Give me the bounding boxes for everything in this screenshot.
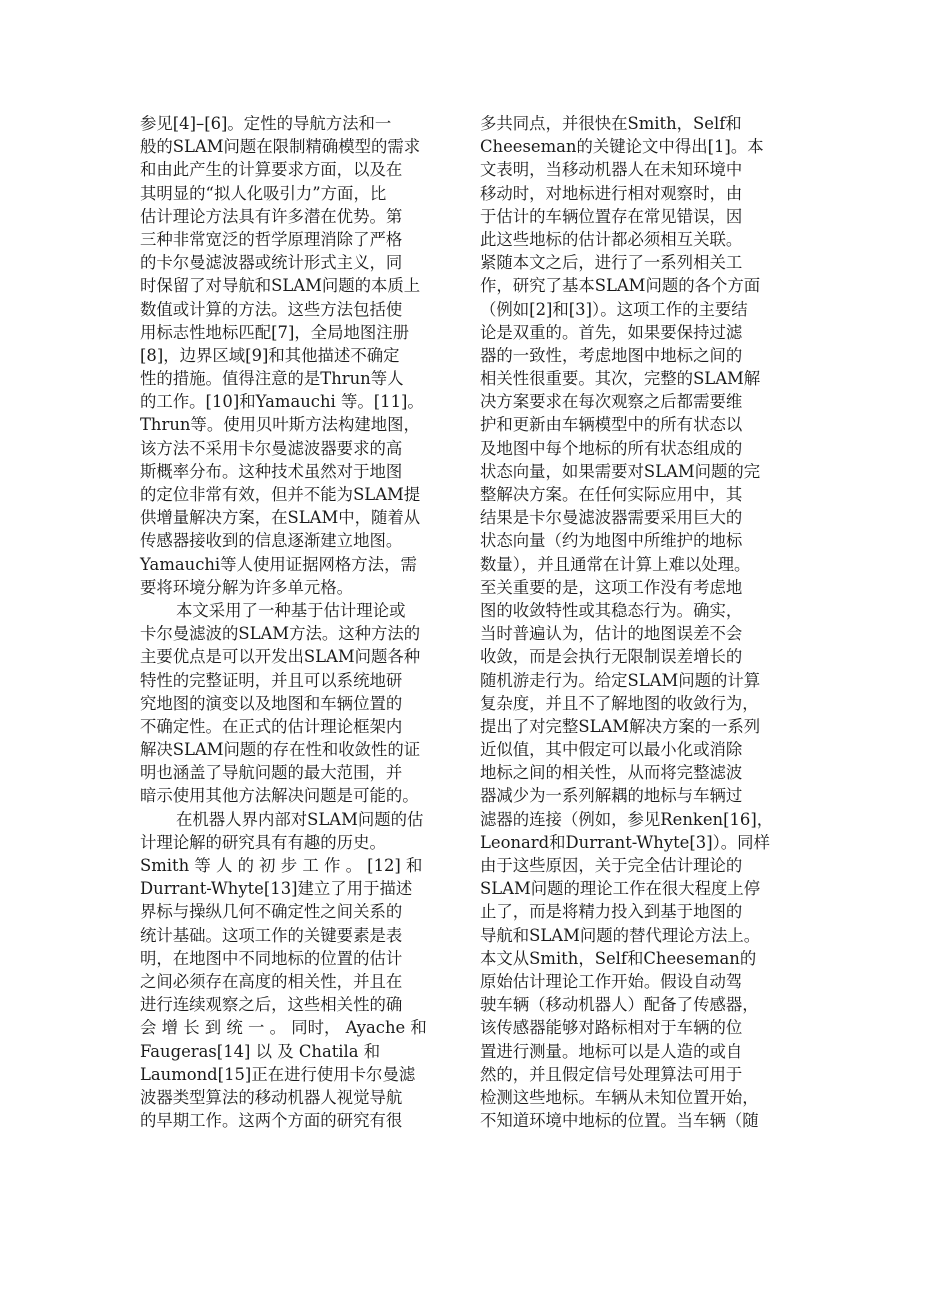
text-line: 要将环境分解为许多单元格。 (140, 577, 354, 597)
text-line: 性的措施。值得注意的是Thrun等人 (140, 369, 404, 389)
text-line: 器的一致性，考虑地图中地标之间的 (480, 345, 743, 365)
text-line: 参见[4]–[6]。定性的导航方法和一 (140, 114, 392, 133)
text-line: 提出了对完整SLAM解决方案的一系列 (480, 716, 761, 736)
text-line: 驶车辆（移动机器人）配备了传感器， (480, 995, 759, 1015)
text-line: Cheeseman的关键论文中得出[1]。本 (480, 137, 764, 157)
text-line: 在机器人界内部对SLAM问题的估 (176, 809, 424, 829)
text-line: 整解决方案。在任何实际应用中，其 (480, 485, 743, 504)
text-line: 决方案要求在每次观察之后都需要维 (480, 392, 743, 412)
text-line: 统计基础。这项工作的关键要素是表 (140, 925, 403, 945)
text-line: 进行连续观察之后，这些相关性的确 (140, 995, 403, 1015)
text-line: 状态向量（约为地图中所维护的地标 (480, 531, 743, 551)
text-line: 由于这些原因，关于完全估计理论的 (480, 856, 743, 875)
text-line: 滤器的连接（例如，参见Renken[16]， (480, 809, 774, 829)
text-line: 该传感器能够对路标相对于车辆的位 (480, 1018, 743, 1038)
text-line: 地标之间的相关性，从而将完整滤波 (480, 763, 743, 783)
text-line: 不知道环境中地标的位置。当车辆（随 (480, 1111, 759, 1131)
text-line: 本文采用了一种基于估计理论或 (176, 600, 406, 620)
text-line: 止了，而是将精力投入到基于地图的 (480, 902, 743, 922)
text-line: 结果是卡尔曼滤波器需要采用巨大的 (480, 508, 743, 528)
text-line: 紧随本文之后，进行了一系列相关工 (480, 253, 743, 273)
text-line: 供增量解决方案，在SLAM中，随着从 (140, 508, 421, 528)
left-text-column (140, 112, 455, 1132)
text-line: Smith 等 人 的 初 步 工 作 。 [12] 和 (140, 856, 423, 875)
text-line: 检测这些地标。车辆从未知位置开始， (480, 1087, 759, 1107)
text-line: 会 增 长 到 统 一 。 同时， Ayache 和 (140, 1018, 427, 1038)
text-line: 不确定性。在正式的估计理论框架内 (140, 716, 403, 736)
text-line: [8]，边界区域[9]和其他描述不确定 (140, 345, 400, 365)
text-line: Yamauchi等人使用证据网格方法，需 (140, 554, 417, 574)
text-line: 主要优点是可以开发出SLAM问题各种 (140, 647, 421, 667)
text-line: 时保留了对导航和SLAM问题的本质上 (140, 276, 421, 296)
text-line: 文表明，当移动机器人在未知环境中 (480, 160, 743, 180)
text-line: 的工作。[10]和Yamauchi 等。[11]。 (140, 392, 424, 412)
text-line: 之间必须存在高度的相关性，并且在 (140, 971, 403, 991)
text-line: 斯概率分布。这种技术虽然对于地图 (140, 461, 403, 481)
text-line: 传感器接收到的信息逐渐建立地图。 (140, 531, 403, 551)
text-line: 计理论解的研究具有有趣的历史。 (140, 832, 386, 852)
text-line: 特性的完整证明，并且可以系统地研 (140, 670, 403, 690)
text-line: 的定位非常有效，但并不能为SLAM提 (140, 485, 421, 504)
text-line: 该方法不采用卡尔曼滤波器要求的高 (140, 438, 403, 458)
text-line: 多共同点，并很快在Smith，Self和 (480, 114, 742, 133)
text-line: 数值或计算的方法。这些方法包括使 (140, 299, 403, 319)
text-line: 数量），并且通常在计算上难以处理。 (480, 554, 751, 574)
text-line: 暗示使用其他方法解决问题是可能的。 (140, 786, 419, 806)
text-line: 随机游走行为。给定SLAM问题的计算 (480, 670, 761, 690)
text-line: 三种非常宽泛的哲学原理消除了严格 (140, 229, 403, 249)
text-line: 当时普遍认为，估计的地图误差不会 (480, 624, 743, 644)
text-line: 的卡尔曼滤波器或统计形式主义，同 (140, 253, 403, 273)
text-line: 明也涵盖了导航问题的最大范围，并 (140, 763, 403, 783)
text-line: 波器类型算法的移动机器人视觉导航 (140, 1087, 403, 1107)
text-line: 护和更新由车辆模型中的所有状态以 (480, 415, 743, 435)
text-line: 究地图的演变以及地图和车辆位置的 (140, 693, 403, 713)
text-line: 和由此产生的计算要求方面，以及在 (140, 160, 403, 180)
text-line: 的早期工作。这两个方面的研究有很 (140, 1111, 403, 1131)
text-line: 解决SLAM问题的存在性和收敛性的证 (140, 740, 421, 760)
text-line: 般的SLAM问题在限制精确模型的需求 (140, 137, 421, 157)
text-line: Faugeras[14] 以 及 Chatila 和 (140, 1041, 381, 1061)
text-line: 器减少为一系列解耦的地标与车辆过 (480, 786, 743, 806)
text-line: 状态向量，如果需要对SLAM问题的完 (480, 461, 761, 481)
text-line: 其明显的“拟人化吸引力”方面，比 (140, 183, 387, 203)
text-line: 图的收敛特性或其稳态行为。确实， (480, 600, 743, 620)
text-line: 界标与操纵几何不确定性之间关系的 (140, 902, 403, 922)
text-line: 置进行测量。地标可以是人造的或自 (480, 1041, 743, 1061)
text-line: 卡尔曼滤波的SLAM方法。这种方法的 (140, 624, 421, 644)
text-line: 估计理论方法具有许多潜在优势。第 (140, 206, 403, 226)
text-line: 相关性很重要。其次，完整的SLAM解 (480, 369, 761, 389)
text-line: 于估计的车辆位置存在常见错误，因 (480, 206, 743, 226)
right-text-column (480, 112, 798, 1132)
text-line: 用标志性地标匹配[7]，全局地图注册 (140, 322, 410, 342)
text-line: Thrun等。使用贝叶斯方法构建地图， (140, 415, 420, 435)
text-line: 至关重要的是，这项工作没有考虑地 (480, 577, 743, 597)
text-line: 导航和SLAM问题的替代理论方法上。 (480, 925, 761, 945)
text-line: 原始估计理论工作开始。假设自动驾 (480, 971, 743, 991)
text-line: 及地图中每个地标的所有状态组成的 (480, 438, 743, 458)
text-line: 收敛，而是会执行无限制误差增长的 (480, 647, 743, 667)
text-line: 复杂度，并且不了解地图的收敛行为， (480, 693, 759, 713)
text-line: SLAM问题的理论工作在很大程度上停 (480, 879, 761, 899)
text-line: Durrant-Whyte[13]建立了用于描述 (140, 879, 413, 899)
text-line: 作，研究了基本SLAM问题的各个方面 (480, 276, 761, 296)
text-line: 本文从Smith，Self和Cheeseman的 (480, 948, 757, 968)
text-line: 此这些地标的估计都必须相互关联。 (480, 229, 743, 249)
text-line: 论是双重的。首先，如果要保持过滤 (480, 322, 743, 342)
text-line: 然的，并且假定信号处理算法可用于 (480, 1064, 743, 1084)
text-line: 近似值，其中假定可以最小化或消除 (480, 740, 743, 760)
text-line: 明，在地图中不同地标的位置的估计 (140, 948, 403, 968)
text-line: （例如[2]和[3]）。这项工作的主要结 (480, 299, 748, 319)
text-line: Leonard和Durrant-Whyte[3]）。同样 (480, 832, 770, 852)
text-line: Laumond[15]正在进行使用卡尔曼滤 (140, 1064, 416, 1084)
text-line: 移动时，对地标进行相对观察时，由 (480, 183, 743, 203)
